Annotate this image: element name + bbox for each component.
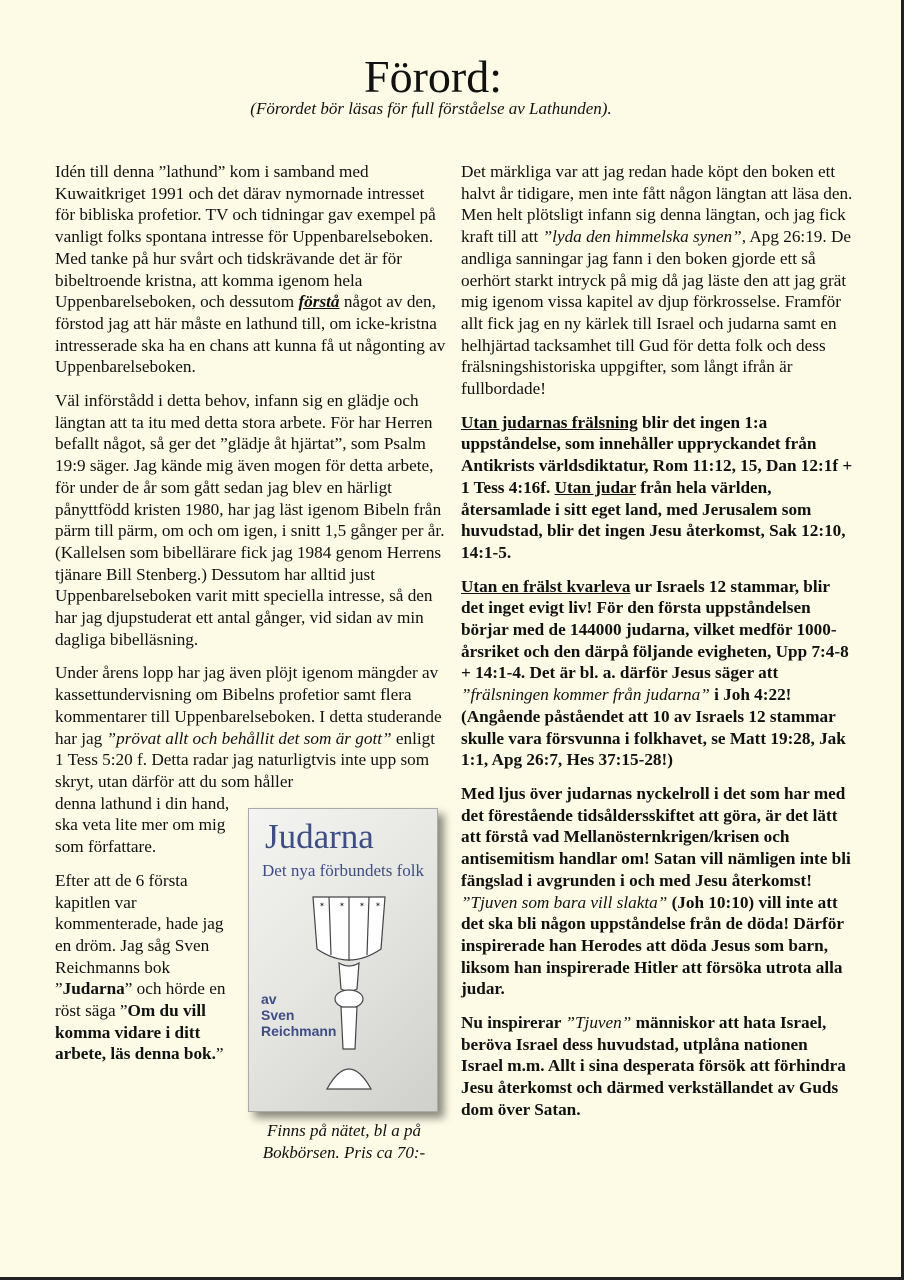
- book-cover-image: [248, 808, 438, 1112]
- book-caption: Finns på nätet, bl a på Bokbörsen. Pris ca 70:-: [262, 1121, 426, 1162]
- paragraph: Väl införstådd i detta behov, infann sig en glädje och längtan att ta itu med detta stora arbete. För har Herren befallt något, så ger det ”glädje åt hjärtat”, som Psalm 19:9 säger. Jag kände mig även mogen för detta arbete, för under de år som gått sedan jag blev en härligt pånyttfödd kristen 1980, har jag läst igenom Bibeln från pärm till pärm, om och om igen, i snitt 1,5 gånger per år. (Kallelsen som bibellärare fick jag 1984 genom Herrens tjänare Bill Stenberg.) Dessutom har alltid just Uppenbarelseboken varit mitt speciella intresse, så den har jag djupstuderat ett antal gånger, vid sidan av min dagliga bibelläsning.: [55, 391, 445, 649]
- page-title: Förord:: [364, 51, 502, 102]
- right-column: [461, 161, 853, 1133]
- paragraph: denna lathund i din hand, ska veta lite mer om mig som författare.: [55, 793, 230, 857]
- svg-text:✶: ✶: [339, 901, 345, 909]
- svg-text:✶: ✶: [375, 901, 381, 909]
- book-subtitle: Det nya förbundets folk: [262, 861, 424, 880]
- paragraph: Med ljus över judarnas nyckelroll i det som har med det förestående tidsåldersskiftet att göra, är det lätt att förstå vad Mellanösternkrigen/krisen och antisemitism handlar om! Satan vill nämligen inte bli fängslad i avgrunden i och med Jesu återkomst! ”Tjuven som bara vill slakta” (Joh 10:10) vill inte att det ska bli någon uppståndelse från de döda! Därför inspirerade han Herodes att döda Jesus som barn, liksom han inspirerade Hitler att försöka utrota alla judar.: [461, 783, 851, 999]
- page-subtitle: (Förordet bör läsas för full förståelse av Lathunden).: [250, 99, 612, 118]
- paragraph: Idén till denna ”lathund” kom i samband med Kuwaitkriget 1991 och det därav nymornade intresset för bibliska profetior. TV och tidningar gav exempel på vanligt folks spontana intresse för Uppenbarelseboken. Med tanke på hur svårt och tidskrävande det är för bibeltroende kristna, att komma igenom hela Uppenbarelseboken, och dessutom förstå något av den, förstod jag att här måste en lathund till, om icke-kristna intresserade ska ha en chans att kunna få ut någonting av Uppenbarelseboken.: [55, 162, 446, 377]
- paragraph: Det märkliga var att jag redan hade köpt den boken ett halvt år tidigare, men inte fått någon längtan att läsa den. Men helt plötsligt infann sig denna längtan, och jag fick kraft till att ”lyda den himmelska synen”, Apg 26:19. De andliga sanningar jag fann i den boken gjorde ett så oerhört starkt intryck på mig då jag läste den att jag grät mig igenom vissa kapitel av djup förkrosselse. Framför allt fick jag en ny kärlek till Israel och judarna samt en helhjärtad tacksamhet till Gud för detta folk och dess frälsningshistoriska uppgifter, som långt ifrån är fullbordade!: [461, 162, 853, 399]
- paragraph: Under årens lopp har jag även plöjt igenom mängder av kassettundervisning om Bibelns profetior samt flera kommentarer till Uppenbarelseboken. I detta studerande har jag ”prövat allt och behållit det som är gott” enligt 1 Tess 5:20 f. Detta radar jag naturligtvis inte upp som skryt, utan därför att du som håller: [55, 663, 442, 791]
- emphasis-text: förstå: [298, 292, 340, 312]
- paragraph: Efter att de 6 första kapitlen var kommenterade, hade jag en dröm. Jag såg Sven Reichmanns bok ”Judarna” och hörde en röst säga ”Om du vill komma vidare i ditt arbete, läs denna bok.”: [55, 870, 226, 1064]
- book-author: av Sven Reichmann: [261, 991, 337, 1039]
- svg-text:✶: ✶: [319, 901, 325, 909]
- book-title: Judarna: [265, 817, 374, 856]
- paragraph: Utan judarnas frälsning blir det ingen 1:a uppståndelse, som innehåller uppryckandet från Antikrists världsdiktatur, Rom 11:12, 15, Dan 12:1f + 1 Tess 4:16f. Utan judar från hela världen, återsamlade i sitt eget land, med Jerusalem som huvudstad, blir det ingen Jesu återkomst, Sak 12:10, 14:1-5.: [461, 412, 853, 562]
- paragraph: Nu inspirerar ”Tjuven” människor att hata Israel, beröva Israel dess huvudstad, utplåna nationen Israel m.m. Allt i sina desperata försök att förhindra Jesu återkomst och därmed verkställandet av Guds dom över Satan.: [461, 1013, 846, 1119]
- paragraph: Utan en frälst kvarleva ur Israels 12 stammar, blir det inget evigt liv! För den första uppståndelsen börjar med de 144000 judarna, vilket medför 1000-årsriket och den därpå följande evigheten, Upp 7:4-8 + 14:1-4. Det är bl. a. därför Jesus säger att ”frälsningen kommer från judarna” i Joh 4:22! (Angående påståendet att 10 av Israels 12 stammar skulle vara försvunna i folkhavet, se Matt 19:28, Jak 1:1, Apg 26:7, Hes 37:15-28!): [461, 576, 849, 770]
- svg-text:✶: ✶: [359, 901, 365, 909]
